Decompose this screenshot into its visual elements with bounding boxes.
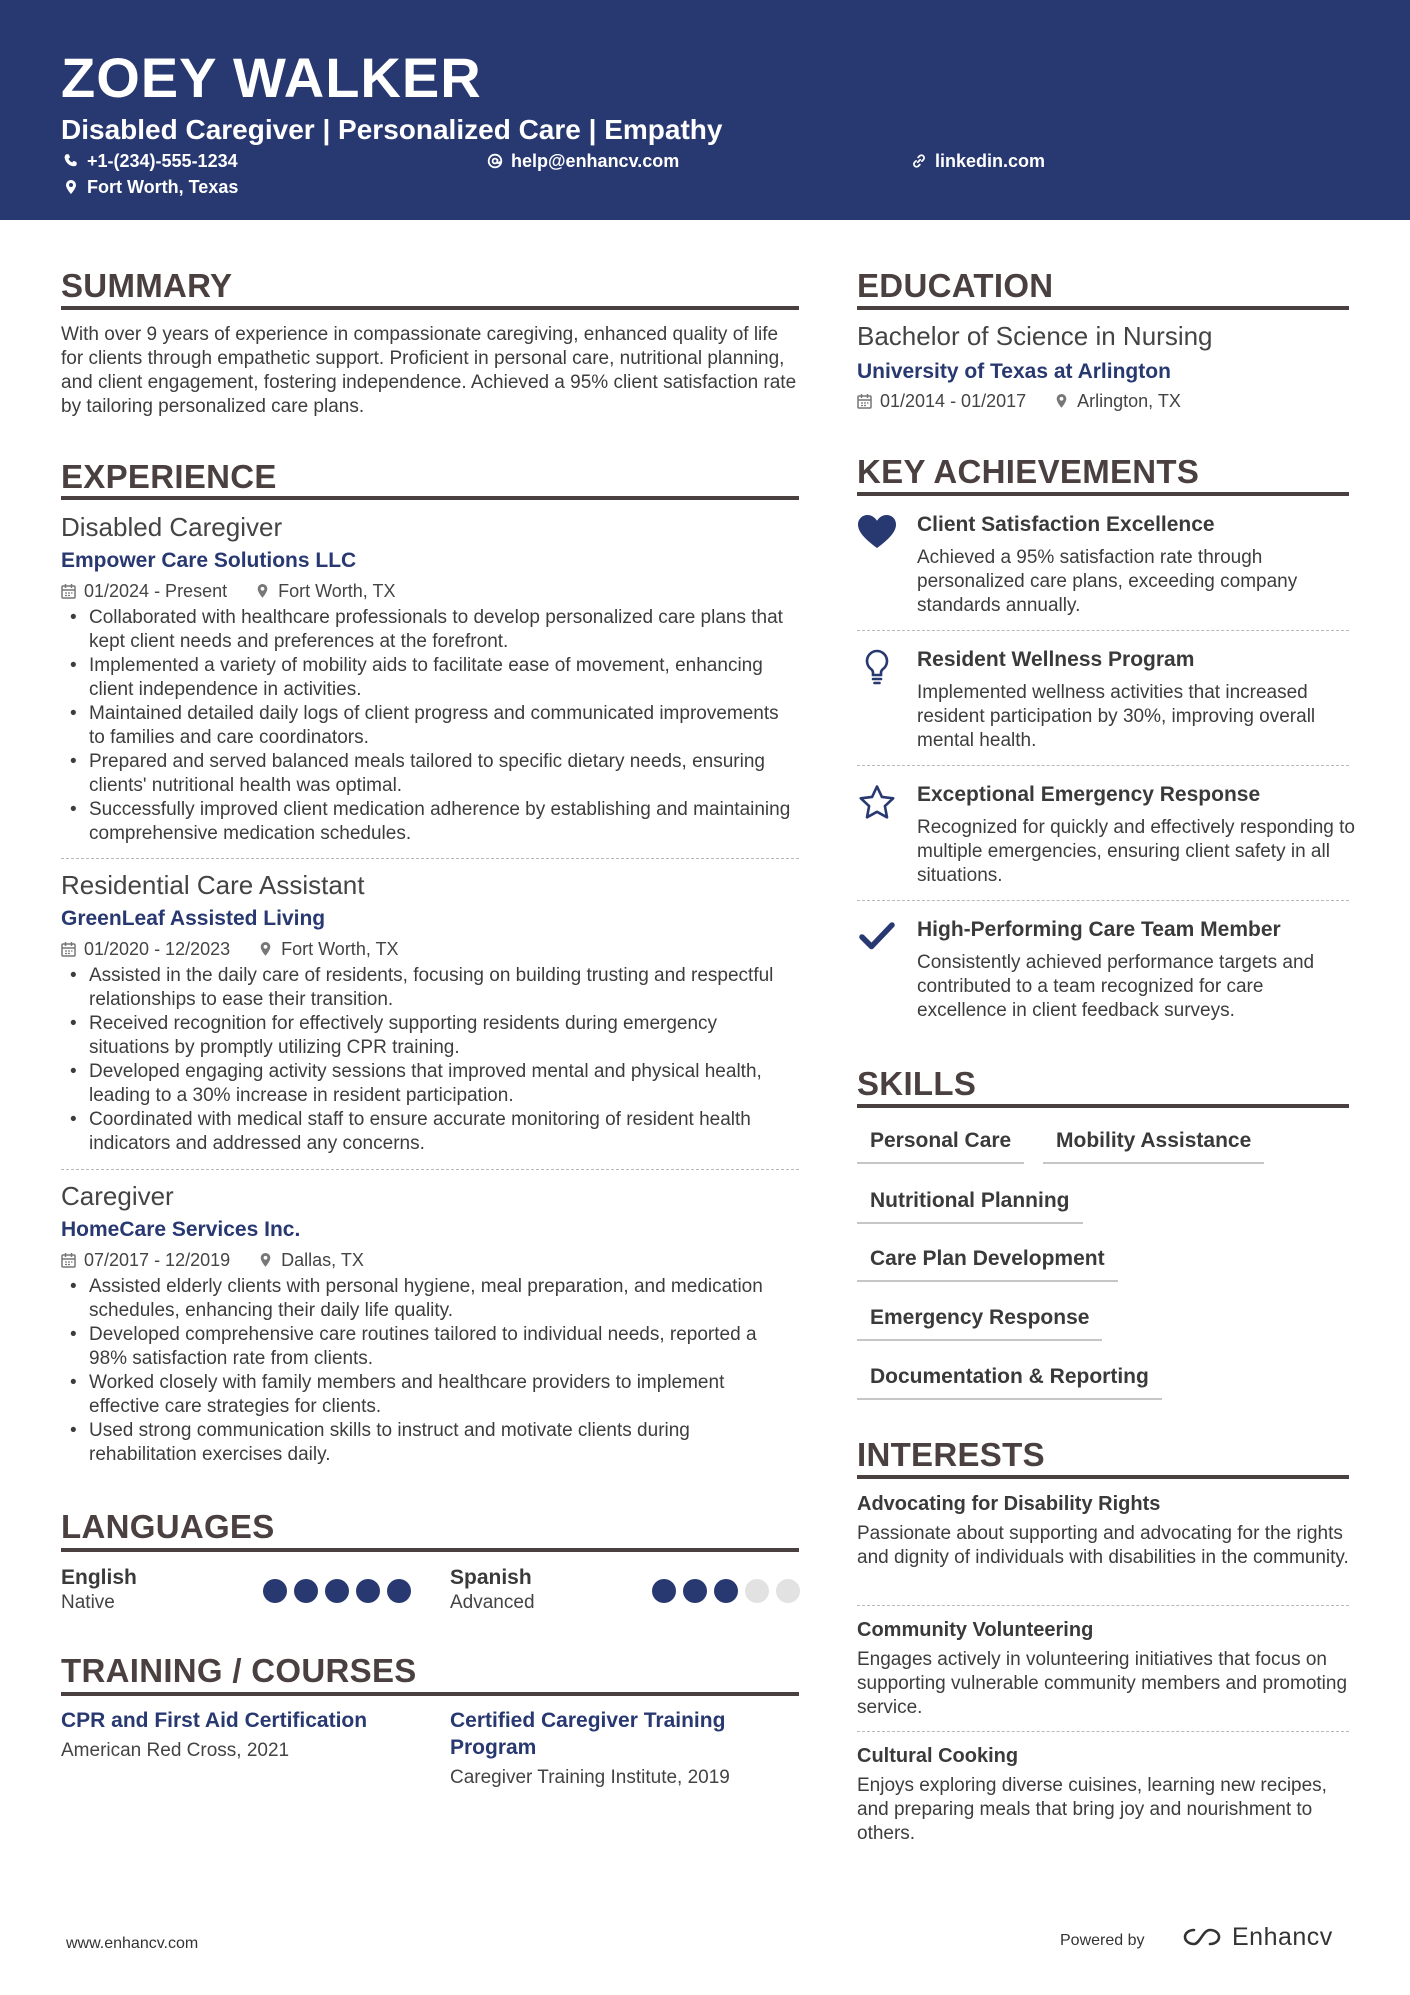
job-location: Fort Worth, TX (278, 581, 396, 601)
skill-tag: Emergency Response (857, 1305, 1102, 1341)
rating-dot-filled (325, 1579, 349, 1603)
achievement-desc: Implemented wellness activities that increased resident participation by 30%, improving overall mental health. (917, 682, 1316, 751)
calendar-icon (857, 393, 872, 409)
course-item (450, 1707, 780, 1790)
job-bullet: • Maintained detailed daily logs of client progress and communicated improvements to families and care coordinators. (61, 702, 799, 750)
enhancv-logo-icon (1180, 1925, 1226, 1949)
education-heading: EDUCATION (857, 267, 1054, 304)
location-pin-icon (258, 1252, 273, 1268)
job-dates: 01/2024 - Present (84, 581, 228, 601)
achievement-title: Resident Wellness Program (917, 648, 1195, 671)
skills-heading: SKILLS (857, 1065, 977, 1102)
location-pin-icon (63, 179, 79, 195)
experience-rule (61, 496, 799, 500)
skill-tag: Personal Care (857, 1128, 1024, 1164)
interest-item (857, 1491, 1349, 1570)
skill-tag: Nutritional Planning (857, 1188, 1083, 1224)
contact-linkedin[interactable] (911, 150, 1045, 172)
rating-dot-filled (387, 1579, 411, 1603)
languages-rule (61, 1548, 799, 1552)
language-level: Native (61, 1592, 115, 1613)
calendar-icon (61, 1252, 76, 1268)
course-source: Caregiver Training Institute, 2019 (450, 1767, 730, 1788)
course-name: Certified Caregiver Training Program (450, 1709, 726, 1759)
phone-text: +1-(234)-555-1234 (87, 151, 238, 171)
contact-location (63, 176, 238, 198)
job-meta (61, 938, 799, 960)
location-pin-icon (1054, 393, 1069, 409)
job-bullets (61, 1275, 799, 1467)
achievement-title: Exceptional Emergency Response (917, 783, 1261, 806)
rating-dot-filled (652, 1579, 676, 1603)
experience-entry (61, 1180, 799, 1467)
entry-divider (857, 1731, 1349, 1732)
language-level: Advanced (450, 1592, 535, 1613)
location-pin-icon (255, 583, 270, 599)
job-location: Dallas, TX (281, 1250, 364, 1270)
calendar-icon (61, 941, 76, 957)
rating-dot-empty (776, 1579, 800, 1603)
training-rule (61, 1692, 799, 1696)
rating-dot-filled (294, 1579, 318, 1603)
job-meta (61, 1249, 799, 1271)
star-icon (858, 784, 896, 820)
skills-rule (857, 1104, 1349, 1108)
achievement-title: High-Performing Care Team Member (917, 918, 1281, 941)
job-bullets (61, 964, 799, 1156)
at-icon (487, 153, 503, 169)
email-text: help@enhancv.com (511, 151, 680, 171)
job-bullet: • Coordinated with medical staff to ensure accurate monitoring of resident health indicators and addressed any concerns. (61, 1108, 799, 1156)
job-title: Caregiver (61, 1181, 174, 1211)
location-text: Fort Worth, Texas (87, 177, 239, 197)
interest-desc: Enjoys exploring diverse cuisines, learning new recipes, and preparing meals that bring joy and nourishment to others. (857, 1775, 1327, 1844)
linkedin-text: linkedin.com (935, 151, 1046, 171)
course-item (61, 1707, 401, 1763)
contact-phone (63, 150, 238, 172)
candidate-title: Disabled Caregiver | Personalized Care | Empathy (61, 114, 723, 145)
summary-rule (61, 306, 799, 310)
course-source: American Red Cross, 2021 (61, 1740, 290, 1761)
achievement-item (857, 512, 1349, 632)
calendar-icon (61, 583, 76, 599)
job-bullet: • Used strong communication skills to instruct and motivate clients during rehabilitation exercises daily. (61, 1419, 799, 1467)
training-heading: TRAINING / COURSES (61, 1652, 417, 1689)
job-bullet: • Prepared and served balanced meals tailored to specific dietary needs, ensuring clients' nutritional health was optimal. (61, 750, 799, 798)
course-name: CPR and First Aid Certification (61, 1709, 368, 1732)
footer-url[interactable]: www.enhancv.com (66, 1935, 199, 1952)
achievements-rule (857, 492, 1349, 496)
job-title: Residential Care Assistant (61, 870, 365, 900)
interests-rule (857, 1475, 1349, 1479)
interests-heading: INTERESTS (857, 1436, 1045, 1473)
job-bullets (61, 606, 799, 846)
interest-desc: Passionate about supporting and advocating for the rights and dignity of individuals with disabilities in the community. (857, 1523, 1349, 1568)
job-company: GreenLeaf Assisted Living (61, 907, 326, 930)
education-dates: 01/2014 - 01/2017 (880, 391, 1027, 411)
job-company: HomeCare Services Inc. (61, 1218, 301, 1241)
job-bullet: • Implemented a variety of mobility aids to facilitate ease of movement, enhancing client independence in activities. (61, 654, 799, 702)
job-bullet: • Assisted in the daily care of residents, focusing on building trusting and respectful relationships to ease their transition. (61, 964, 799, 1012)
footer-brand: Enhancv (1232, 1923, 1333, 1951)
achievement-item (857, 782, 1355, 902)
experience-entry (61, 511, 799, 846)
job-bullet: • Developed engaging activity sessions that improved mental and physical health, leading to a 30% increase in resident participation. (61, 1060, 799, 1108)
interest-title: Cultural Cooking (857, 1745, 1019, 1767)
job-company: Empower Care Solutions LLC (61, 549, 357, 572)
experience-entry (61, 869, 799, 1156)
job-bullet: • Successfully improved client medication adherence by establishing and maintaining comprehensive medication schedules. (61, 798, 799, 846)
contact-email[interactable] (487, 150, 679, 172)
achievement-item (857, 647, 1349, 767)
job-bullet: • Developed comprehensive care routines tailored to individual needs, reported a 98% satisfaction rate from clients. (61, 1323, 799, 1371)
link-icon (911, 153, 927, 169)
interest-title: Community Volunteering (857, 1619, 1094, 1641)
rating-dot-filled (356, 1579, 380, 1603)
job-bullet: • Collaborated with healthcare professionals to develop personalized care plans that kept client needs and preferences at the forefront. (61, 606, 799, 654)
rating-dot-filled (683, 1579, 707, 1603)
job-bullet: • Worked closely with family members and healthcare providers to implement effective care strategies for clients. (61, 1371, 799, 1419)
achievement-desc: Achieved a 95% satisfaction rate through personalized care plans, exceeding company standards annually. (917, 547, 1298, 616)
job-bullet: • Assisted elderly clients with personal hygiene, meal preparation, and medication schedules, enhancing their daily life quality. (61, 1275, 799, 1323)
rating-dot-filled (714, 1579, 738, 1603)
interest-desc: Engages actively in volunteering initiatives that focus on supporting vulnerable community members and promoting service. (857, 1649, 1348, 1718)
interest-item (857, 1743, 1349, 1846)
language-name: English (61, 1566, 137, 1589)
job-meta (61, 580, 799, 602)
interest-title: Advocating for Disability Rights (857, 1493, 1161, 1515)
rating-dot-empty (745, 1579, 769, 1603)
resume-header (0, 0, 1410, 220)
entry-divider (61, 858, 799, 859)
language-item (450, 1565, 800, 1615)
entry-divider (61, 1169, 799, 1170)
skill-tag: Mobility Assistance (1043, 1128, 1264, 1164)
lightbulb-icon (864, 649, 890, 685)
interest-item (857, 1617, 1349, 1720)
experience-heading: EXPERIENCE (61, 458, 277, 495)
job-title: Disabled Caregiver (61, 512, 283, 542)
footer-logo[interactable] (1180, 1922, 1333, 1952)
entry-divider (857, 630, 1349, 631)
entry-divider (857, 765, 1349, 766)
entry-divider (857, 1605, 1349, 1606)
job-location: Fort Worth, TX (281, 939, 399, 959)
achievements-heading: KEY ACHIEVEMENTS (857, 453, 1200, 490)
achievement-item (857, 917, 1349, 1037)
languages-heading: LANGUAGES (61, 1508, 275, 1545)
achievement-desc: Recognized for quickly and effectively responding to multiple emergencies, ensuring client safety in all situations. (917, 817, 1355, 886)
education-school: University of Texas at Arlington (857, 360, 1171, 383)
language-rating (263, 1579, 411, 1603)
heart-icon (857, 514, 897, 550)
language-rating (652, 1579, 800, 1603)
language-name: Spanish (450, 1566, 532, 1589)
skill-tag: Care Plan Development (857, 1246, 1118, 1282)
checkmark-icon (859, 919, 895, 955)
job-dates: 01/2020 - 12/2023 (84, 939, 231, 959)
entry-divider (857, 900, 1349, 901)
skill-tag: Documentation & Reporting (857, 1364, 1162, 1400)
education-degree: Bachelor of Science in Nursing (857, 321, 1213, 351)
rating-dot-filled (263, 1579, 287, 1603)
candidate-name: ZOEY WALKER (61, 46, 482, 109)
education-meta (857, 390, 1209, 412)
achievement-title: Client Satisfaction Excellence (917, 513, 1215, 536)
language-item (61, 1565, 411, 1615)
phone-icon (63, 153, 79, 169)
job-bullet: • Received recognition for effectively supporting residents during emergency situations by promptly utilizing CPR training. (61, 1012, 799, 1060)
achievement-desc: Consistently achieved performance targets and contributed to a team recognized for care excellence in client feedback surveys. (917, 952, 1315, 1021)
location-pin-icon (258, 941, 273, 957)
summary-text: With over 9 years of experience in compassionate caregiving, enhanced quality of life for clients through empathetic support. Proficient in personal care, nutritional planning, and client engagement, fostering independence. Achieved a 95% client satisfaction rate by tailoring personalized care plans. (61, 324, 797, 417)
summary-heading: SUMMARY (61, 267, 233, 304)
footer-powered-by: Powered by (1060, 1932, 1145, 1949)
job-dates: 07/2017 - 12/2019 (84, 1250, 231, 1270)
education-rule (857, 306, 1349, 310)
education-location: Arlington, TX (1077, 391, 1181, 411)
